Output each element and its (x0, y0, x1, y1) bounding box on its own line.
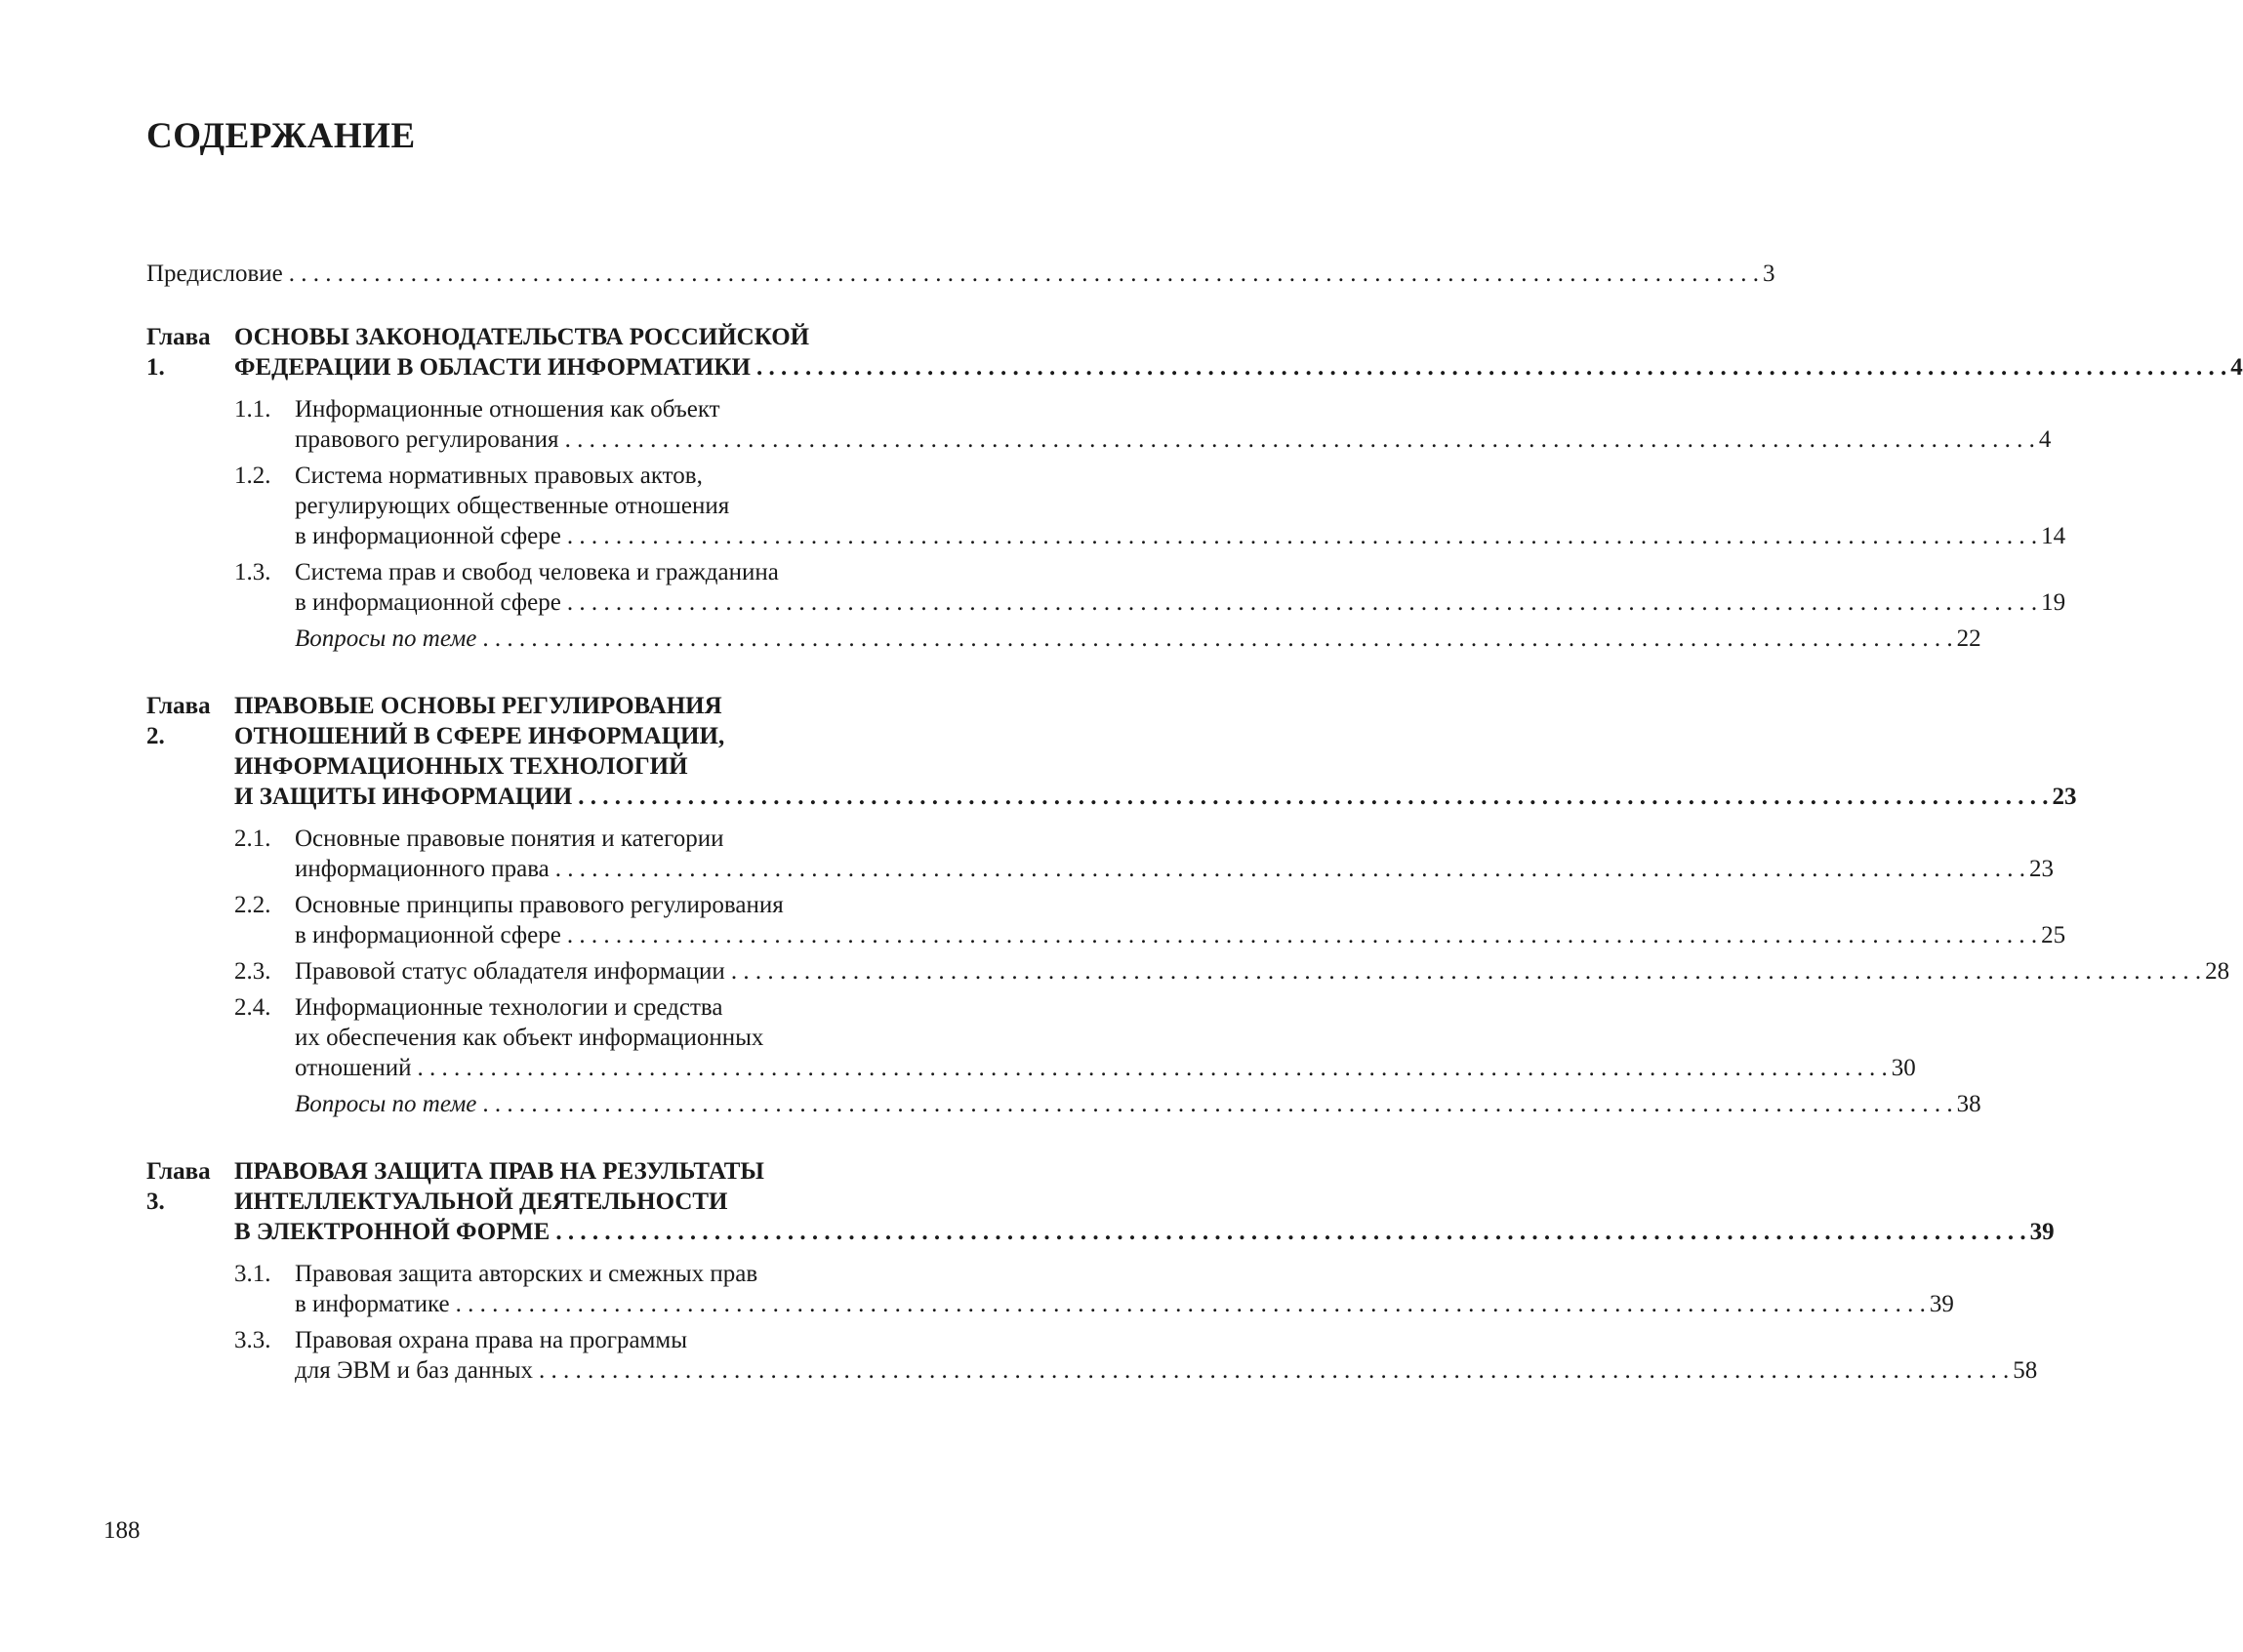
toc-page-number: 28 (2205, 958, 2230, 985)
dot-leader (567, 587, 2037, 618)
toc-questions-1[interactable] (295, 624, 1981, 654)
questions-label: Вопросы по теме (295, 625, 477, 652)
section-title-line: Правовая охрана права на программы (295, 1327, 687, 1353)
section-title-line: для ЭВМ и баз данных (295, 1357, 534, 1384)
toc-page-number: 38 (1956, 1091, 1981, 1117)
toc-section-2-3[interactable] (234, 956, 2230, 987)
section-title-line: в информационной сфере (295, 589, 561, 616)
section-title-line: в информационной сфере (295, 523, 561, 549)
section-number: 3.3. (234, 1327, 271, 1353)
questions-label: Вопросы по теме (295, 1091, 477, 1117)
toc-section-2-1[interactable] (234, 824, 2055, 884)
dot-leader (567, 920, 2037, 950)
dot-leader (456, 1289, 1926, 1319)
dot-leader (567, 521, 2037, 551)
toc-page-number: 39 (2029, 1219, 2055, 1245)
toc-page-number: 4 (2038, 426, 2052, 453)
chapter-label: Глава 1. (146, 324, 211, 381)
dot-leader (289, 259, 1759, 289)
section-number: 2.2. (234, 892, 271, 918)
dot-leader (555, 854, 2025, 884)
section-title-line: в информационной сфере (295, 922, 561, 948)
section-title-line: отношений (295, 1055, 412, 1081)
section-number: 2.3. (234, 958, 271, 985)
dot-leader (482, 1089, 1952, 1119)
chapter-title-line: ИНТЕЛЛЕКТУАЛЬНОЙ ДЕЯТЕЛЬНОСТИ (234, 1189, 728, 1215)
toc-page-number: 14 (2041, 523, 2066, 549)
table-of-contents (146, 259, 2243, 1391)
page-title: СОДЕРЖАНИЕ (146, 116, 416, 156)
section-title-line: Правовой статус обладателя информации (295, 958, 725, 985)
toc-chapter-2[interactable] (146, 691, 2077, 812)
toc-page-number: 3 (1763, 261, 1775, 287)
toc-section-1-2[interactable] (234, 461, 2066, 551)
section-title-line: Система прав и свобод человека и гражданина (295, 559, 779, 585)
dot-leader (756, 352, 2226, 383)
section-title-line: правового регулирования (295, 426, 559, 453)
toc-section-1-1[interactable] (234, 394, 2052, 455)
toc-questions-2[interactable] (295, 1089, 1981, 1119)
dot-leader (417, 1053, 1887, 1083)
toc-chapter-1[interactable] (146, 322, 2243, 383)
section-title-line: информационного права (295, 856, 550, 882)
toc-page-number: 22 (1956, 625, 1981, 652)
section-number: 1.3. (234, 559, 271, 585)
chapter-title (234, 691, 2076, 812)
dot-leader (565, 424, 2035, 455)
section-number: 2.1. (234, 826, 271, 852)
section-title-line: Информационные технологии и средства (295, 994, 723, 1021)
chapter-title-line: ПРАВОВЫЕ ОСНОВЫ РЕГУЛИРОВАНИЯ (234, 693, 722, 719)
chapter-title (234, 1156, 2055, 1247)
chapter-title-line: ОСНОВЫ ЗАКОНОДАТЕЛЬСТВА РОССИЙСКОЙ (234, 324, 810, 350)
dot-leader (578, 782, 2048, 812)
section-title-line: Основные правовые понятия и категории (295, 826, 724, 852)
chapter-title-line: ОТНОШЕНИЙ В СФЕРЕ ИНФОРМАЦИИ, (234, 723, 725, 749)
section-title-line: Информационные отношения как объект (295, 396, 720, 423)
section-title-line: регулирующих общественные отношения (295, 493, 730, 519)
section-title-line: Система нормативных правовых актов, (295, 463, 703, 489)
toc-entry-preface[interactable] (146, 259, 1775, 289)
toc-page-number: 30 (1891, 1055, 1916, 1081)
toc-entry-label: Предисловие (146, 261, 283, 287)
chapter-title-line: ПРАВОВАЯ ЗАЩИТА ПРАВ НА РЕЗУЛЬТАТЫ (234, 1158, 764, 1185)
dot-leader (482, 624, 1952, 654)
section-number: 1.2. (234, 463, 271, 489)
section-title-line: Правовая защита авторских и смежных прав (295, 1261, 758, 1287)
dot-leader (555, 1217, 2025, 1247)
chapter-title-line: И ЗАЩИТЫ ИНФОРМАЦИИ . . . 23 (234, 782, 2076, 812)
chapter-title-line: В ЭЛЕКТРОННОЙ ФОРМЕ . . . 39 (234, 1217, 2055, 1247)
chapter-label: Глава 2. (146, 693, 211, 749)
page-number: 188 (103, 1517, 141, 1544)
section-title-line: их обеспечения как объект информационных (295, 1025, 764, 1051)
dot-leader (539, 1355, 2009, 1386)
toc-section-2-4[interactable] (234, 992, 1916, 1083)
toc-page-number: 58 (2013, 1357, 2038, 1384)
chapter-label: Глава 3. (146, 1158, 211, 1215)
toc-section-3-3[interactable] (234, 1325, 2038, 1386)
toc-page-number: 25 (2041, 922, 2066, 948)
toc-section-3-1[interactable] (234, 1259, 1954, 1319)
toc-section-2-2[interactable] (234, 890, 2066, 950)
toc-chapter-3[interactable] (146, 1156, 2055, 1247)
chapter-title (234, 322, 2243, 383)
dot-leader (731, 956, 2201, 987)
toc-page-number: 23 (2052, 784, 2077, 810)
section-title-line: в информатике (295, 1291, 450, 1317)
chapter-title-line: ФЕДЕРАЦИИ В ОБЛАСТИ ИНФОРМАТИКИ . . . 4 (234, 352, 2243, 383)
toc-page-number: 19 (2041, 589, 2066, 616)
toc-section-1-3[interactable] (234, 557, 2066, 618)
section-number: 1.1. (234, 396, 271, 423)
toc-page-number: 39 (1929, 1291, 1954, 1317)
chapter-title-line: ИНФОРМАЦИОННЫХ ТЕХНОЛОГИЙ (234, 753, 688, 780)
section-number: 3.1. (234, 1261, 271, 1287)
toc-page-number: 4 (2230, 354, 2243, 381)
section-number: 2.4. (234, 994, 271, 1021)
section-title-line: Основные принципы правового регулирования (295, 892, 784, 918)
toc-page-number: 23 (2029, 856, 2055, 882)
